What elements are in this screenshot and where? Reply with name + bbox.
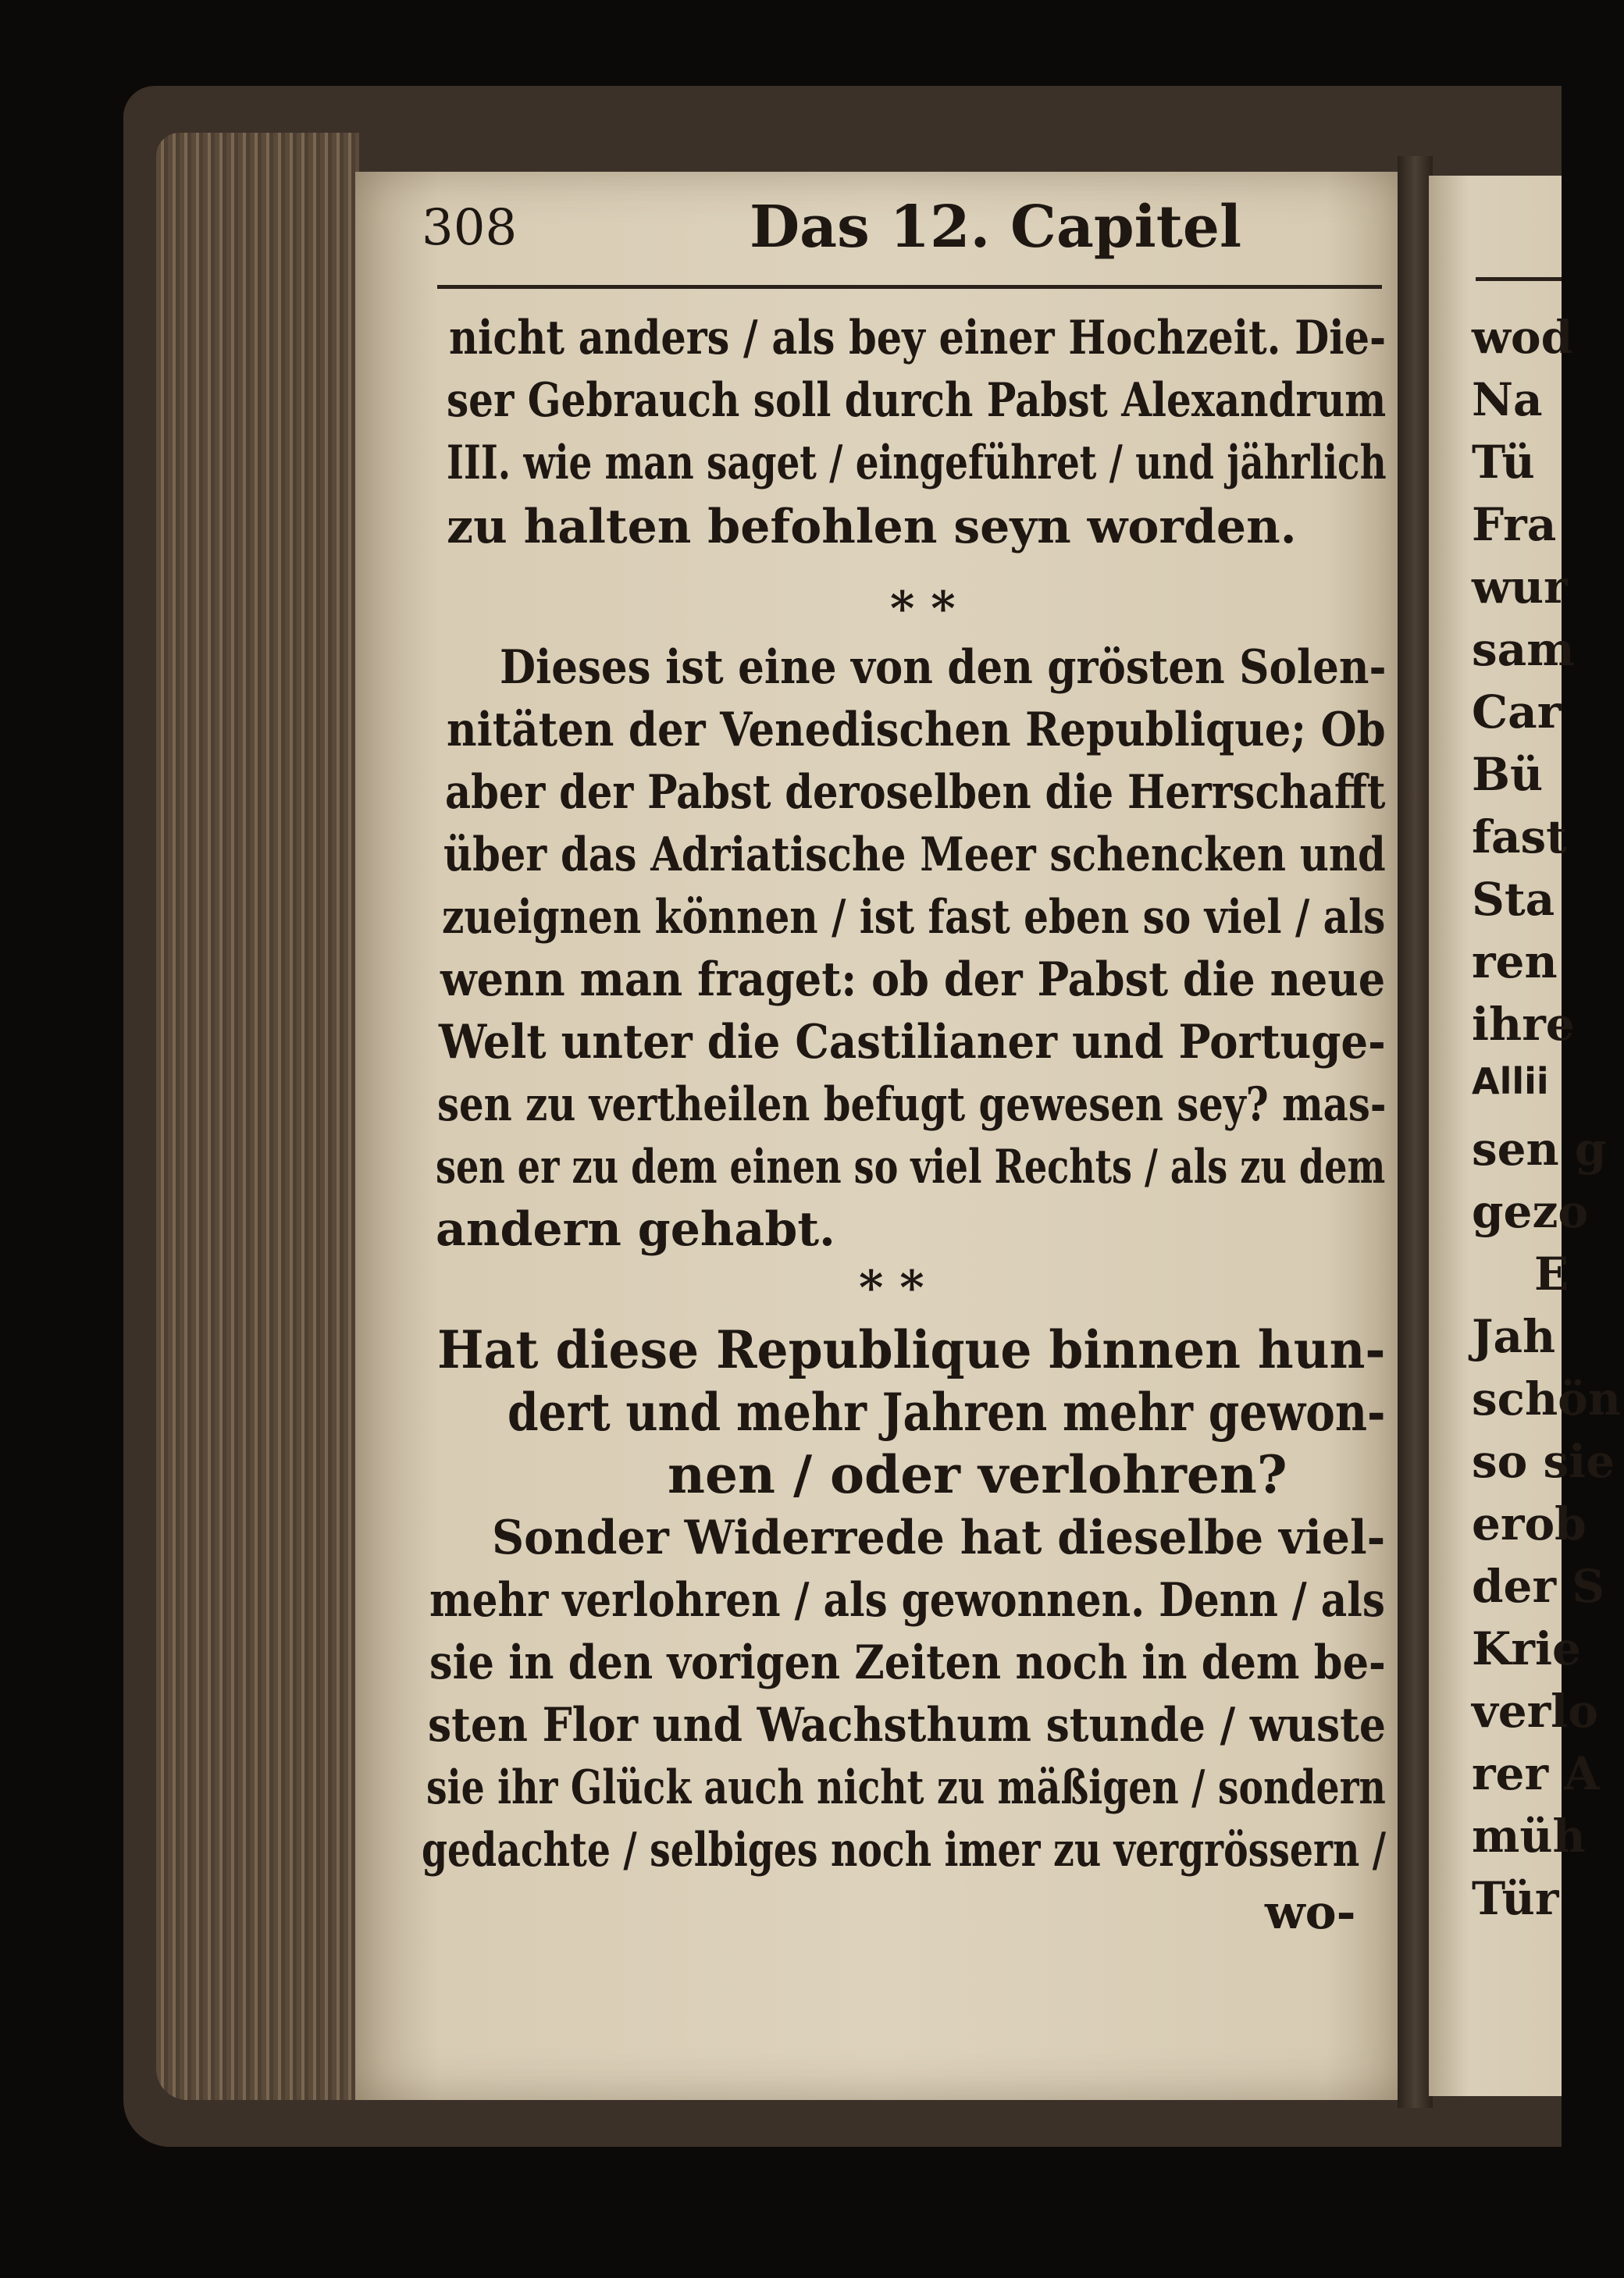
section-divider: * * <box>890 582 956 636</box>
right-text-line: Tü <box>1472 436 1535 489</box>
text-line: gedachte / selbiges noch imer zu vergrössern / <box>422 1823 1386 1878</box>
right-text-line: müh <box>1472 1810 1586 1863</box>
text-line: sie in den vorigen Zeiten noch in dem be- <box>429 1636 1386 1690</box>
right-text-line: wod <box>1472 311 1573 364</box>
right-text-line: Tür <box>1472 1872 1559 1925</box>
right-text-line: Car <box>1472 685 1562 739</box>
right-text-line: gezo <box>1472 1185 1589 1238</box>
right-text-line: Fra <box>1472 498 1557 551</box>
right-text-line: so sie <box>1472 1435 1615 1488</box>
text-line: zueignen können / ist fast eben so viel / als <box>442 890 1386 945</box>
text-line: mehr verlohren / als gewonnen. Denn / als <box>429 1573 1385 1628</box>
text-line: zu halten befohlen seyn worden. <box>447 500 1297 554</box>
right-text-line: sen g <box>1472 1123 1607 1176</box>
running-title: Das 12. Capitel <box>750 194 1242 261</box>
right-text-line: erob <box>1472 1497 1587 1550</box>
page-edges <box>156 133 359 2100</box>
text-line: Dieses ist eine von den grösten Solen- <box>500 640 1387 695</box>
right-text-line: Sta <box>1472 873 1555 926</box>
section-divider: * * <box>859 1261 924 1315</box>
text-line: Sonder Widerrede hat dieselbe viel- <box>492 1511 1386 1565</box>
header-rule-right <box>1476 277 1562 281</box>
text-line: wenn man fraget: ob der Pabst die neue <box>440 952 1386 1007</box>
page-number: 308 <box>422 199 518 257</box>
right-text-line: Allii <box>1472 1060 1549 1102</box>
text-line: aber der Pabst deroselben die Herrschafft <box>445 765 1386 820</box>
header-rule <box>437 285 1382 289</box>
text-line: sie ihr Glück auch nicht zu mäßigen / sondern <box>426 1760 1386 1815</box>
right-text-line: wur <box>1472 561 1568 614</box>
right-text-line: schön <box>1472 1372 1621 1426</box>
right-text-line: Jah <box>1472 1310 1556 1363</box>
text-line: sten Flor und Wachsthum stunde / wuste <box>428 1698 1386 1753</box>
book-gutter <box>1398 156 1433 2108</box>
text-line: über das Adriatische Meer schencken und <box>443 828 1386 882</box>
right-text-line: fast <box>1472 810 1567 863</box>
text-line: nitäten der Venedischen Republique; Ob <box>447 703 1386 757</box>
right-text-line: ihre <box>1472 998 1575 1051</box>
right-text-line: Krie <box>1472 1622 1581 1675</box>
text-line: andern gehabt. <box>436 1202 835 1257</box>
right-text-line: rer A <box>1472 1747 1600 1800</box>
right-text-line: der S <box>1472 1560 1605 1613</box>
question-heading: nen / oder verlohren? <box>668 1444 1287 1505</box>
text-line: sen zu vertheilen befugt gewesen sey? mas- <box>437 1077 1387 1132</box>
right-text-line: Bü <box>1472 748 1544 801</box>
question-heading: dert und mehr Jahren mehr gewon- <box>508 1382 1386 1443</box>
right-text-line: ren <box>1472 935 1558 988</box>
text-line: ser Gebrauch soll durch Pabst Alexandrum <box>447 373 1387 428</box>
text-line: Welt unter die Castilianer und Portuge- <box>439 1015 1386 1070</box>
right-text-line: verlo <box>1472 1685 1598 1738</box>
right-text-line: sam <box>1472 623 1575 676</box>
catchword: wo- <box>1265 1885 1356 1940</box>
text-line: nicht anders / als bey einer Hochzeit. Die- <box>449 311 1387 365</box>
right-text-line: E <box>1534 1248 1569 1301</box>
text-line: sen er zu dem einen so viel Rechts / als zu dem <box>436 1140 1386 1194</box>
text-line: III. wie man saget / eingeführet / und jährlich <box>447 436 1387 490</box>
right-text-line: Na <box>1472 373 1543 426</box>
question-heading: Hat diese Republique binnen hun- <box>437 1319 1386 1380</box>
